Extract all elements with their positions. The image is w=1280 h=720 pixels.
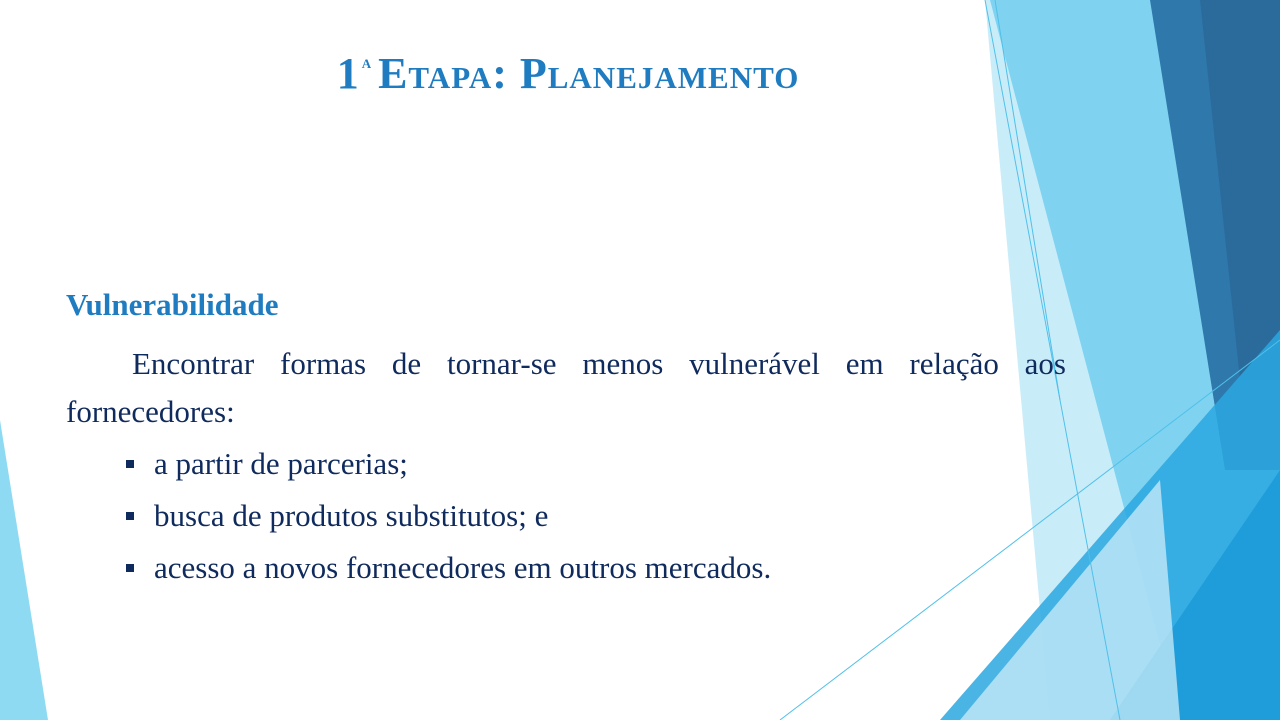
list-item	[120, 542, 771, 594]
square-bullet-icon	[126, 460, 134, 468]
bullet-list	[120, 438, 771, 594]
list-item	[120, 438, 771, 490]
list-item	[120, 490, 771, 542]
title-number: 1	[336, 49, 360, 98]
list-item-text: busca de produtos substitutos; e	[154, 498, 549, 533]
title-text: Etapa: Planejamento	[378, 49, 800, 98]
list-item-text: a partir de parcerias;	[154, 446, 408, 481]
slide-title	[0, 48, 1136, 99]
square-bullet-icon	[126, 512, 134, 520]
title-ordinal: a	[361, 52, 373, 72]
list-item-text: acesso a novos fornecedores em outros mercados.	[154, 550, 772, 585]
square-bullet-icon	[126, 564, 134, 572]
left-accent-shape	[0, 420, 48, 720]
body-paragraph: Encontrar formas de tornar-se menos vulnerável em relação aos fornecedores:	[66, 346, 1066, 429]
section-heading: Vulnerabilidade	[66, 287, 279, 322]
